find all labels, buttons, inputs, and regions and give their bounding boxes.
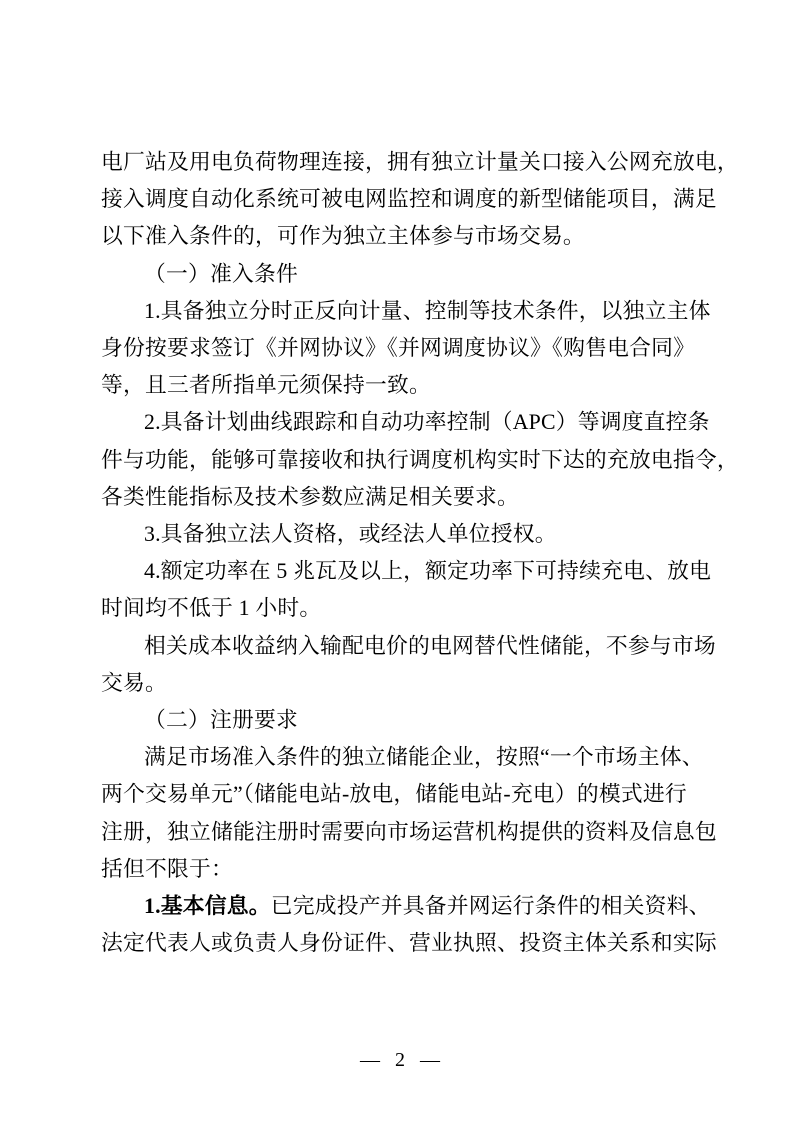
page-footer [0,1046,800,1074]
footer-dash-left: — [360,1049,380,1071]
text-line: 等，且三者所指单元须保持一致。 [101,373,431,398]
text-line: 相关成本收益纳入输配电价的电网替代性储能，不参与市场 [144,633,716,658]
text-line: 注册，独立储能注册时需要向市场运营机构提供的资料及信息包 [101,819,717,844]
text-line: 法定代表人或负责人身份证件、营业执照、投资主体关系和实际 [101,931,717,956]
text-line: 身份按要求签订《并网协议》《并网调度协议》《购售电合同》 [101,336,696,361]
text-line: 2.具备计划曲线跟踪和自动功率控制（APC）等调度直控条 [144,410,710,435]
text-line: 件与功能，能够可靠接收和执行调度机构实时下达的充放电指令， [101,447,739,472]
heading-registration-requirements: （二）注册要求 [144,708,298,733]
text-line: 1.具备独立分时正反向计量、控制等技术条件，以独立主体 [144,298,711,323]
text-run: 已完成投产并具备并网运行条件的相关资料、 [270,894,711,919]
text-line: 4.额定功率在 5 兆瓦及以上，额定功率下可持续充电、放电 [144,559,712,584]
text-line: 满足市场准入条件的独立储能企业，按照“一个市场主体、 [144,745,704,770]
text-line: 3.具备独立法人资格，或经法人单位授权。 [144,522,557,547]
page-number: 2 [395,1049,405,1071]
text-line: 以下准入条件的，可作为独立主体参与市场交易。 [101,224,585,249]
heading-access-conditions: （一）准入条件 [144,261,298,286]
text-line: 两个交易单元”（储能电站-放电，储能电站-充电）的模式进行 [101,782,687,807]
text-line: 交易。 [101,670,167,695]
text-line [101,888,717,925]
text-line: 接入调度自动化系统可被电网监控和调度的新型储能项目，满足 [101,187,717,212]
text-line: 括但不限于： [101,856,233,881]
document-body [101,144,739,962]
text-line: 各类性能指标及技术参数应满足相关要求。 [101,484,519,509]
text-line: 电厂站及用电负荷物理连接，拥有独立计量关口接入公网充放电， [101,150,739,174]
footer-dash-right: — [420,1049,440,1071]
text-line: 时间均不低于 1 小时。 [101,596,322,621]
bold-run: 1.基本信息。 [144,894,271,919]
